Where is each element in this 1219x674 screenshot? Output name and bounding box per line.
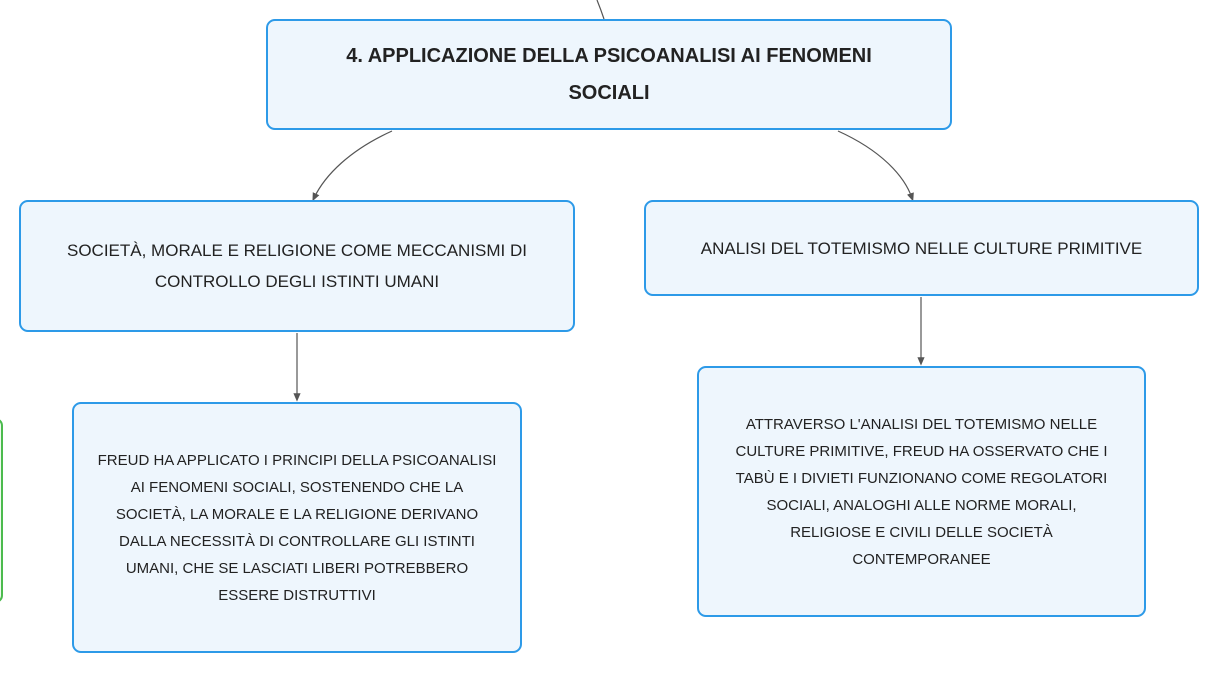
detail-node-totemismo-tabu[interactable] [697,366,1146,617]
connector-root-to-right [838,131,912,198]
offscreen-side-node[interactable] [0,418,3,603]
root-topic-node[interactable] [266,19,952,130]
root-topic-label: 4. APPLICAZIONE DELLA PSICOANALISI AI FENOMENI SOCIALI [346,44,872,104]
branch-node-totemismo[interactable] [644,200,1199,296]
branch-label-societa-morale-religione: SOCIETÀ, MORALE E RELIGIONE COME MECCANISMI DI CONTROLLO DEGLI ISTINTI UMANI [66,241,527,291]
detail-label-totemismo-tabu: ATTRAVERSO L'ANALISI DEL TOTEMISMO NELLE CULTURE PRIMITIVE, FREUD HA OSSERVATO CHE I TABÙ E I DIVIETI FUNZIONANO COME REGOLATORI SOCIALI, ANALOGHI ALLE NORME MORALI, RELIGIOSE E CIVILI DELLE SOCIETÀ CONTEMPORANEE [735,415,1108,568]
detail-label-freud-psicoanalisi: FREUD HA APPLICATO I PRINCIPI DELLA PSICOANALISI AI FENOMENI SOCIALI, SOSTENENDO CHE LA SOCIETÀ, LA MORALE E LA RELIGIONE DERIVANO DALLA NECESSITÀ DI CONTROLLARE GLI ISTINTI UMANI, CHE SE LASCIATI LIBERI POTREBBERO ESSERE DISTRUTTIVI [97,451,497,604]
branch-label-totemismo: ANALISI DEL TOTEMISMO NELLE CULTURE PRIMITIVE [700,238,1143,258]
detail-node-freud-psicoanalisi[interactable] [72,402,522,653]
connector-incoming-root [597,0,604,19]
branch-node-societa-morale-religione[interactable] [19,200,575,332]
connector-root-to-left [314,131,392,198]
